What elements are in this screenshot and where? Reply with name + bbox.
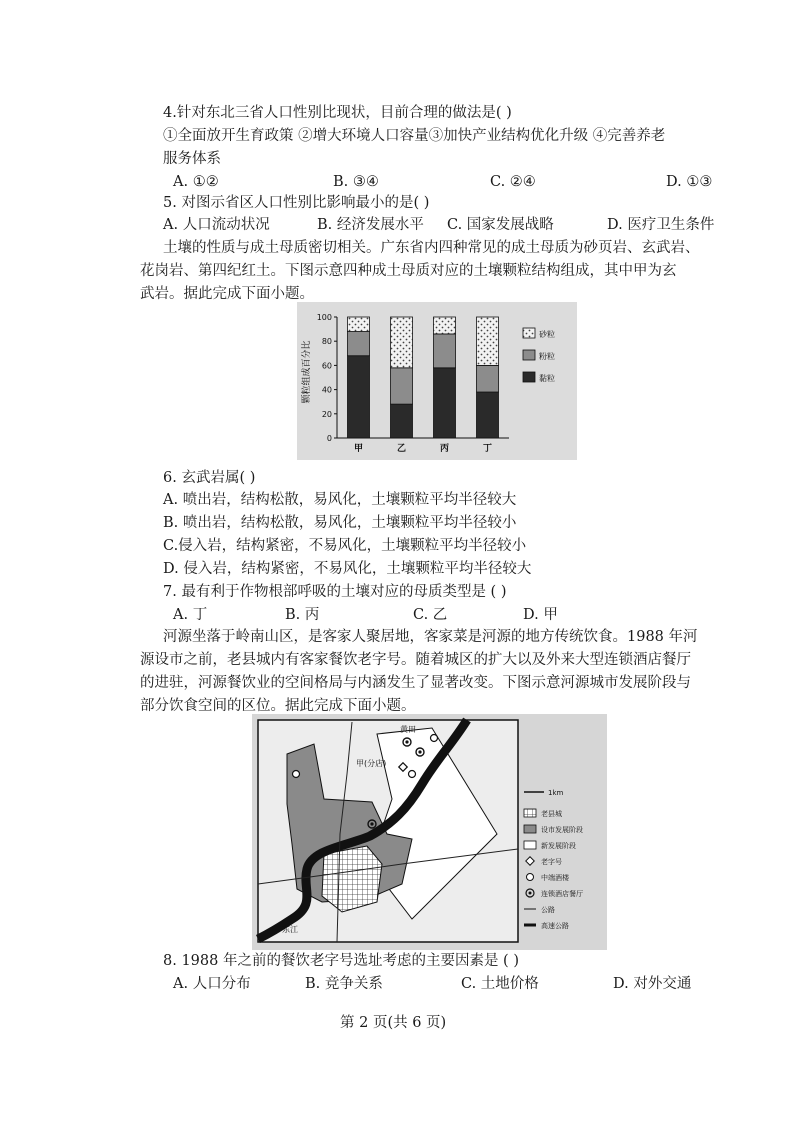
map-legend-label: 连锁酒店餐厅 [541,890,583,898]
map-legend-label: 设市发展阶段 [541,826,583,834]
old-county-area [322,846,382,912]
bar-segment-粉粒 [477,365,499,392]
bar-segment-黏粒 [391,404,413,438]
y-axis-label: 颗粒组成百分比 [302,340,312,404]
q5-option-a: A. 人口流动状况 [163,217,270,233]
q8-stem: 8. 1988 年之前的餐饮老字号选址考虑的主要因素是 ( ) [163,953,519,969]
map-svg [252,714,607,950]
legend-swatch [523,350,535,360]
q4-option-d: D. ①③ [666,174,713,190]
map-legend-label: 公路 [541,906,555,914]
q4-items-line2: 服务体系 [163,151,221,167]
map-label-branch: 甲(分店) [356,759,387,768]
q8-option-b: B. 竞争关系 [305,976,383,992]
scale-label: 1km [548,789,564,797]
q6-option-a: A. 喷出岩，结构松散，易风化，土壤颗粒平均半径较大 [163,492,517,508]
mid-restaurant-marker [293,771,300,778]
map-legend-symbol [524,841,536,849]
y-tick-label: 20 [321,409,332,419]
bar-segment-粉粒 [434,334,456,368]
chart-svg [297,302,577,460]
q4-option-c: C. ②④ [490,174,536,190]
page-footer: 第 2 页(共 6 页) [340,1015,447,1031]
map-legend-label: 高速公路 [541,922,569,930]
q6-option-b: B. 喷出岩，结构松散，易风化，土壤颗粒平均半径较小 [163,515,517,531]
q4-option-b: B. ③④ [333,174,379,190]
map-legend-label: 老县城 [541,810,562,818]
x-tick-label: 乙 [396,444,407,454]
x-tick-label: 丙 [439,444,450,454]
particle-composition-chart [297,302,577,464]
bar-segment-粉粒 [348,332,370,356]
y-tick-label: 80 [321,337,332,347]
q7-option-d: D. 甲 [523,607,558,623]
mid-restaurant-marker [431,735,438,742]
q6-option-c: C.侵入岩，结构紧密，不易风化，土壤颗粒平均半径较小 [163,538,527,554]
bar-segment-砂粒 [434,317,456,334]
legend-swatch [523,372,535,382]
q7-stem: 7. 最有利于作物根部呼吸的土壤对应的母质类型是 ( ) [163,584,507,600]
x-tick-label: 甲 [353,444,364,454]
y-tick-label: 40 [321,385,332,395]
q5-option-b: B. 经济发展水平 [317,217,424,233]
chain-restaurant-marker-dot [370,822,373,825]
x-tick-label: 丁 [482,444,493,454]
bar-segment-粉粒 [391,368,413,404]
bar-segment-黏粒 [434,368,456,438]
bar-segment-砂粒 [348,317,370,332]
passage2-line4: 部分饮食空间的区位。据此完成下面小题。 [140,698,416,714]
q6-stem: 6. 玄武岩属( ) [163,470,256,486]
q4-option-a: A. ①② [173,174,219,190]
map-label-river: 东江 [282,925,298,934]
legend-label: 砂粒 [539,330,555,339]
chain-restaurant-marker-dot [405,740,408,743]
heyuan-city-map [252,714,607,954]
bar-segment-砂粒 [391,317,413,368]
map-legend-symbol [524,825,536,833]
q7-option-a: A. 丁 [173,607,208,623]
mid-restaurant-marker [409,771,416,778]
y-tick-label: 0 [326,434,332,443]
passage1-line1: 土壤的性质与成土母质密切相关。广东省内四种常见的成土母质为砂页岩、玄武岩、 [163,240,700,256]
q6-option-d: D. 侵入岩，结构紧密，不易风化，土壤颗粒平均半径较大 [163,561,532,577]
q7-option-b: B. 丙 [285,607,320,623]
q8-option-d: D. 对外交通 [613,976,692,992]
bar-segment-砂粒 [477,317,499,365]
passage2-line1: 河源坐落于岭南山区，是客家人聚居地，客家菜是河源的地方传统饮食。1988 年河 [163,629,698,645]
bar-segment-黏粒 [348,356,370,438]
map-label-north: 黄田 [400,725,416,734]
q5-option-c: C. 国家发展战略 [447,217,554,233]
legend-swatch [523,328,535,338]
passage1-line2: 花岗岩、第四纪红土。下图示意四种成土母质对应的土壤颗粒结构组成，其中甲为玄 [140,263,677,279]
q8-option-a: A. 人口分布 [173,976,251,992]
q4-stem: 4.针对东北三省人口性别比现状，目前合理的做法是( ) [163,105,512,121]
legend-label: 黏粒 [539,374,555,383]
y-tick-label: 100 [316,313,332,322]
passage2-line3: 的进驻，河源餐饮业的空间格局与内涵发生了显著改变。下图示意河源城市发展阶段与 [140,675,691,691]
passage1-line3: 武岩。据此完成下面小题。 [140,286,314,302]
y-tick-label: 60 [321,361,332,371]
q7-option-c: C. 乙 [413,607,448,623]
map-legend-symbol [527,874,534,881]
map-legend-label: 老字号 [541,858,562,866]
q5-stem: 5. 对图示省区人口性别比影响最小的是( ) [163,195,430,211]
map-legend-label: 中端酒楼 [541,874,569,882]
q8-option-c: C. 土地价格 [461,976,539,992]
map-legend-symbol [524,809,536,817]
bar-segment-黏粒 [477,392,499,438]
passage2-line2: 源设市之前，老县城内有客家餐饮老字号。随着城区的扩大以及外来大型连锁酒店餐厅 [140,652,691,668]
q5-option-d: D. 医疗卫生条件 [607,217,715,233]
legend-label: 粉粒 [539,352,555,361]
chain-restaurant-marker-dot [418,750,421,753]
map-legend-label: 新发展阶段 [541,842,576,850]
q4-items-line1: ①全面放开生育政策 ②增大环境人口容量③加快产业结构优化升级 ④完善养老 [163,128,666,144]
